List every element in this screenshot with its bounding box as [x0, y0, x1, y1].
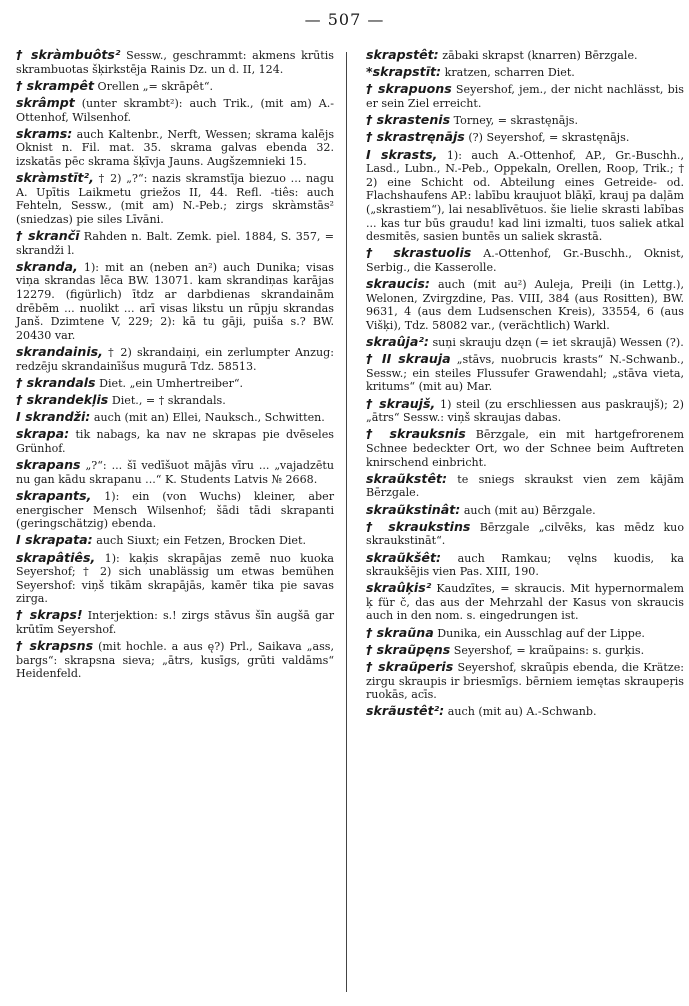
- entry-headword: I skrapata:: [16, 532, 93, 548]
- entry-headword: skraũkstinât:: [366, 501, 461, 517]
- entry-text: zābaki skrapst (knarren) Bērzgale.: [442, 49, 638, 62]
- entry-text: (?) Seyershof, = skrastęnājs.: [468, 131, 630, 145]
- dictionary-entry: [16, 458, 334, 486]
- entry-headword: I skrasts,: [366, 146, 438, 162]
- entry-text: Rahden n. Balt. Zemk. piel. 1884, S. 357, = skrandži l.: [16, 230, 334, 257]
- entry-headword: † skrapsns: [16, 638, 94, 654]
- entry-headword: † skraũna: [366, 624, 434, 640]
- entry-text: Diet., = † skrandals.: [111, 394, 226, 407]
- dictionary-entry: [16, 127, 334, 169]
- dictionary-entry: [16, 551, 334, 606]
- dictionary-entry: [16, 533, 334, 548]
- entry-headword: skraûķis²: [366, 580, 432, 596]
- left-column: [16, 48, 334, 684]
- entry-headword: skraũkstêt:: [366, 470, 448, 486]
- entry-headword: *skrapstīt:: [366, 64, 442, 80]
- dictionary-entry: [366, 352, 684, 394]
- entry-headword: I skrandži:: [16, 409, 91, 425]
- entry-text: Sessw., geschrammt: akmens krūtis skrambuotas šķirkstēja Rainis Dz. un d. II, 124.: [16, 49, 334, 76]
- entry-text: Dunika, ein Ausschlag auf der Lippe.: [437, 626, 645, 640]
- entry-text: 1): kaķis skrapājas zemē nuo kuoka Seyershof; † 2) sich unablässig um etwas bemühen Seyershof: viņš tikām skrapājās, kamēr tika pie savas zirga.: [16, 551, 335, 606]
- dictionary-entry: [366, 660, 684, 702]
- dictionary-entry: [16, 260, 334, 343]
- dictionary-entry: [16, 393, 334, 408]
- entry-text: auch (mit au) Bērzgale.: [463, 503, 596, 517]
- entry-headword: skrâmpt: [16, 94, 75, 110]
- entry-headword: skrapans: [16, 457, 81, 473]
- entry-text: auch Siuxt; ein Fetzen, Brocken Diet.: [96, 534, 306, 548]
- entry-text: 1): mit an (neben an²) auch Dunika; visas viņa skrandas lēca BW. 13071. kam skrandiņas karājas 12279. (figürlich) ītdz ar darbdienas skrandainām drēbēm ... nuolikt ... arī visas likstu un rūpju skrandas Janš. Dzimtene V, 229; 2): kā tu gāji, puiša s.? BW. 20430 var.: [16, 260, 334, 342]
- dictionary-entry: [16, 489, 334, 531]
- entry-headword: † skràmbuôts²: [16, 47, 121, 62]
- entry-headword: † skrandekļis: [16, 392, 109, 407]
- right-column: [366, 48, 684, 722]
- entry-headword: skrams:: [16, 125, 73, 141]
- page-number: — 507 —: [304, 10, 385, 29]
- dictionary-entry: [16, 376, 334, 391]
- dictionary-entry: [366, 113, 684, 128]
- dictionary-entry: [16, 639, 334, 681]
- entry-text: auch (mit au) A.-Schwanb.: [447, 705, 597, 719]
- entry-headword: † skrampêt: [16, 77, 94, 93]
- dictionary-entry: [366, 427, 684, 469]
- entry-headword: † skraũperis: [366, 659, 454, 675]
- entry-text: Torney, = skrastęnājs.: [453, 114, 579, 128]
- dictionary-entry: [16, 608, 334, 636]
- entry-headword: † skraukstins: [366, 518, 471, 534]
- entry-headword: skraûja²:: [366, 334, 429, 350]
- entry-text: Kaudzītes, = skraucis. Mit hypernormalem ķ für č, das aus der Mehrzahl der Kasus von skraucis auch in den nom. s. eingedrungen ist.: [366, 582, 684, 623]
- entry-headword: skrãustêt²:: [366, 703, 445, 719]
- dictionary-entry: [366, 520, 684, 548]
- entry-headword: skrandainis,: [16, 344, 103, 360]
- entry-headword: † skraujš,: [366, 395, 436, 411]
- dictionary-entry: [366, 626, 684, 641]
- entry-text: Seyershof, = kraũpains: s. gurķis.: [453, 643, 645, 657]
- entry-headword: skrapants,: [16, 487, 92, 503]
- dictionary-entry: [366, 335, 684, 350]
- entry-headword: † II skrauja: [366, 351, 451, 367]
- entry-headword: † skrančī: [16, 228, 80, 244]
- entry-text: Seyershof, jem., der nicht nachlässt, bis er sein Ziel erreicht.: [366, 83, 684, 110]
- entry-text: 1): ein (von Wuchs) kleiner, aber energischer Mensch Wilsenhof; šādi tādi skrapanti (geringschätzig) ebenda.: [16, 489, 334, 531]
- entry-text: Diet. „ein Umhertreiber“.: [99, 376, 244, 390]
- entry-headword: skraũkšêt:: [366, 549, 442, 565]
- entry-text: 1): auch A.-Ottenhof, AP., Gr.-Buschh., Lasd., Lubn., N.-Peb., Oppekaln, Orellen, Roop, Trik.; † 2) eine Schicht od. Abteilung eines Getreide- od. Flachshaufens AP.: labību kraujuot blāķī, krauj pa daļām („skrastiem“), lai nesablīvētuos. šie lielie skrasti labības ... kas tur būs graudu! kad lini izmalti, tuos saliek atkal desmitēs, sasien buntēs un saliek skrastā.: [366, 148, 684, 244]
- entry-text: † 2) skrandaiņi, ein zerlumpter Anzug: redzēju skrandainīšus mugurā Tdz. 58513.: [16, 346, 334, 373]
- column-divider: [346, 52, 347, 992]
- dictionary-entry: [366, 472, 684, 500]
- entry-headword: † skrastenis: [366, 112, 451, 128]
- entry-text: Orellen „= skrāpêt“.: [97, 79, 214, 93]
- entry-text: Interjektion: s.! zirgs stāvus šīn augšā gar krūtīm Seyershof.: [16, 609, 334, 637]
- entry-headword: † skrastręnājs: [366, 129, 465, 145]
- entry-headword: † skrauksnis: [366, 426, 466, 442]
- entry-headword: skrapâtiês,: [16, 549, 96, 565]
- dictionary-entry: [366, 704, 684, 719]
- entry-headword: skraucis:: [366, 276, 430, 292]
- entry-text: 1) steil (zu erschliessen aus paskraujš); 2) „ātrs“ Sessw.: viņš skraujas dabas.: [366, 397, 684, 425]
- entry-text: „?“: ... šī vedīšuot mājās vīru ... „vajadzētu nu gan kādu skrapanu ...“ K. Students Latvis № 2668.: [16, 459, 334, 486]
- dictionary-entry: [16, 96, 334, 124]
- dictionary-entry: [366, 277, 684, 332]
- entry-text: te sniegs skraukst vien zem kājām Bērzgale.: [366, 472, 684, 500]
- entry-text: „stāvs, nuobrucis krasts“ N.-Schwanb., Sessw.; ein steiles Flussufer Grawendahl; „stāva vieta, kritums“ (mit au) Mar.: [366, 353, 684, 394]
- entry-headword: skranda,: [16, 258, 78, 274]
- dictionary-entry: [366, 551, 684, 579]
- dictionary-entry: [16, 345, 334, 373]
- entry-headword: † skrastuolis: [366, 245, 472, 261]
- entry-text: Seyershof, skraũpis ebenda, die Krätze: zirgu skraupis ir briesmīgs. bērniem iemętas skraupeŗis ruokās, acīs.: [366, 661, 684, 702]
- entry-text: suņi skrauju dzęn (= iet skraujā) Wessen (?).: [432, 336, 684, 350]
- dictionary-entry: [366, 48, 684, 63]
- entry-text: A.-Ottenhof, Gr.-Buschh., Oknist, Serbig., die Kasserolle.: [366, 247, 685, 274]
- entry-headword: † skrandals: [16, 374, 96, 390]
- entry-headword: skràmstīt²,: [16, 170, 94, 186]
- entry-text: (mit hochle. a aus ę?) Prl., Saikava „ass, bargs“: skrapsna sieva; „ātrs, kusīgs, grūti valdāms“ Heidenfeld.: [16, 640, 335, 681]
- dictionary-entry: [366, 130, 684, 145]
- dictionary-entry: [16, 79, 334, 94]
- dictionary-entry: [366, 148, 684, 244]
- dictionary-entry: [366, 65, 684, 80]
- dictionary-entry: [366, 643, 684, 658]
- dictionary-entry: [366, 503, 684, 518]
- dictionary-entry: [366, 82, 684, 110]
- dictionary-entry: [16, 427, 334, 455]
- dictionary-entry: [366, 246, 684, 274]
- entry-text: Bērzgale, ein mit hartgefrorenem Schnee bedeckter Ort, wo der Schnee beim Auftreten knirschend einbricht.: [366, 428, 684, 469]
- entry-text: Bērzgale „cilvēks, kas mēdz kuo skraukstināt“.: [366, 520, 684, 548]
- entry-text: † 2) „?“: nazis skramstīja biezuo ... nagu A. Upītis Laikmetu griežos II, 44. Refl. -tiês: auch Fehteln, Sessw., (mit am) N.-Peb.; zirgs skràmstās² (sniedzas) pie siles Līvāni.: [16, 172, 334, 226]
- entry-headword: skrapstêt:: [366, 47, 439, 62]
- dictionary-entry: [366, 581, 684, 623]
- entry-text: kratzen, scharren Diet.: [444, 66, 575, 80]
- dictionary-entry: [366, 397, 684, 425]
- entry-headword: † skraũpęns: [366, 641, 451, 657]
- entry-text: (unter skrambt²): auch Trik., (mit am) A.-Ottenhof, Wilsenhof.: [16, 96, 334, 124]
- entry-headword: skrapa:: [16, 426, 70, 442]
- dictionary-entry: [16, 48, 334, 76]
- entry-text: tik nabags, ka nav ne skrapas pie dvēseles Grünhof.: [16, 428, 334, 455]
- entry-headword: † skraps!: [16, 607, 83, 623]
- entry-text: auch (mit au²) Auleja, Preiļi (in Lettg.), Welonen, Zvirgzdine, Pas. VIII, 384 (aus Rositten), BW. 9631, 4 (aus dem Ludsenschen Kreis), 33554, 6 (aus Višķi), Tdz. 58082 var., (verächtlich) Warkl.: [366, 278, 684, 332]
- entry-headword: † skrapuons: [366, 81, 452, 97]
- dictionary-entry: [16, 171, 334, 226]
- entry-text: auch (mit an) Ellei, Nauksch., Schwitten.: [93, 411, 325, 425]
- dictionary-entry: [16, 229, 334, 257]
- entry-text: auch Kaltenbr., Nerft, Wessen; skrama kalējs Oknist n. Fil. mat. 35. skrama galvas ebenda 32. izskatās pēc skrama šķīvja Jauns. Augšzemnieki 15.: [16, 127, 335, 168]
- dictionary-entry: [16, 410, 334, 425]
- entry-text: auch Ramkau; vęlns kuodis, ka skraukšējis vien Pas. XIII, 190.: [366, 551, 684, 579]
